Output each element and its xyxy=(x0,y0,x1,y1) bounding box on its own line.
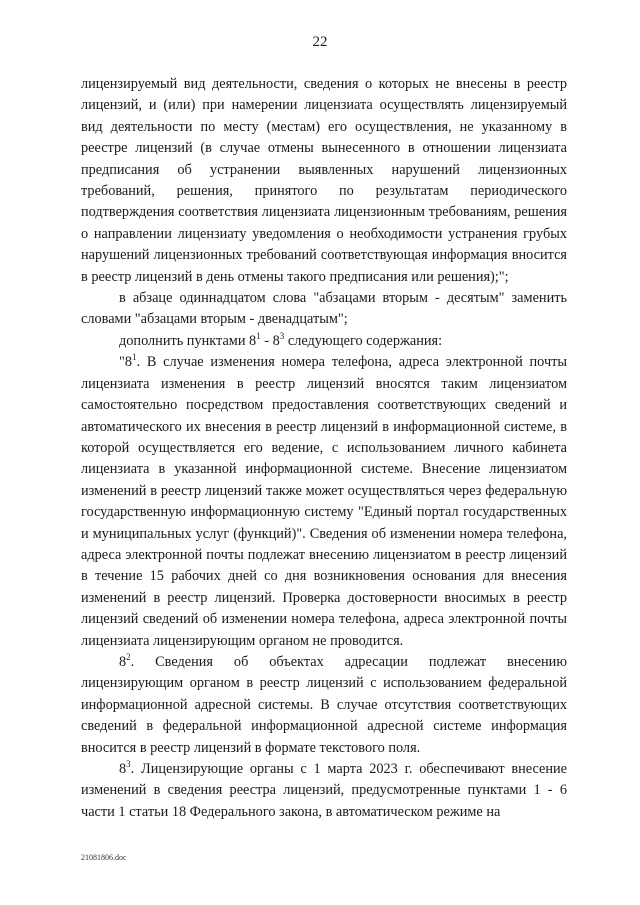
paragraph-text: следующего содержания: xyxy=(284,332,443,349)
superscript: 2 xyxy=(126,652,131,663)
paragraph-text: . Лицензирующие органы с 1 марта 2023 г. обеспечивают внесение изменений в сведения реестра лицензий, предусмотренные пунктами 1 - 6 части 1 статьи 18 Федерального закона, в автоматическом режиме на xyxy=(81,761,567,820)
superscript: 3 xyxy=(126,759,131,770)
paragraph-text: - 8 xyxy=(260,332,280,349)
paragraph-abzac-eleven xyxy=(81,288,567,331)
document-file-code: 21081806.doc xyxy=(81,853,127,862)
paragraph-text: дополнить пунктами 8 xyxy=(119,332,257,349)
paragraph-text: в абзаце одиннадцатом слова "абзацами вторым - десятым" заменить словами "абзацами вторым - двенадцатым"; xyxy=(81,290,567,328)
paragraph-point-8-1 xyxy=(81,352,567,652)
paragraph-point-8-3 xyxy=(81,759,567,823)
paragraph-text: лицензируемый вид деятельности, сведения о которых не внесены в реестр лицензий, и (или) при намерении лицензиата осуществлять лицензируемый вид деятельности по месту (местам) его осуществления, не указанному в реестре лицензий (в случае отмены вынесенного в отношении лицензиата предписания об устранении выявленных нарушений лицензионных требований, решения, принятого по результатам периодического подтверждения соответствия лицензиата лицензионным требованиям, решения о направлении лицензиату уведомления о необходимости устранения грубых нарушений лицензионных требований соответствующая информация вносится в реестр лицензий в день отмены такого предписания или решения);"; xyxy=(81,76,567,285)
paragraph-text: . Сведения об объектах адресации подлежат внесению лицензирующим органом в реестр лицензий с использованием федеральной информационной адресной системы. В случае отсутствия соответствующих сведений в федеральной информационной адресной системе информация вносится в реестр лицензий в формате текстового поля. xyxy=(81,653,567,756)
paragraph-text: 8 xyxy=(119,761,127,777)
paragraph-add-points xyxy=(81,331,567,352)
paragraph-text: . В случае изменения номера телефона, адреса электронной почты лицензиата изменения в реестр лицензий вносятся таким лицензиатом самостоятельно посредством предоставления соответствующих сведений и автоматического их внесения в реестр лицензий в информационной системе, в которой осуществляется его ведение, с использованием личного кабинета лицензиата в указанной информационной системе. Внесение лицензиатом изменений в реестр лицензий также может осуществляться через федеральную государственную информационную систему "Единый портал государственных и муниципальных услуг (функций)". Сведения об изменении номера телефона, адреса электронной почты подлежат внесению лицензиатом в реестр лицензий в течение 15 рабочих дней со дня возникновения основания для внесения изменений в реестр лицензий. Проверка достоверности вносимых в реестр лицензий сведений об изменении номера телефона, адреса электронной почты лицензиата лицензирующим органом не проводится. xyxy=(81,354,567,649)
document-body xyxy=(81,74,567,823)
paragraph-license-registry-continuation xyxy=(81,74,567,288)
superscript: 1 xyxy=(132,352,137,363)
superscript: 3 xyxy=(279,331,285,342)
paragraph-text: 8 xyxy=(119,653,127,670)
paragraph-text: "8 xyxy=(119,354,132,371)
page-number: 22 xyxy=(312,34,328,50)
superscript: 1 xyxy=(256,331,261,342)
paragraph-point-8-2 xyxy=(81,652,567,759)
